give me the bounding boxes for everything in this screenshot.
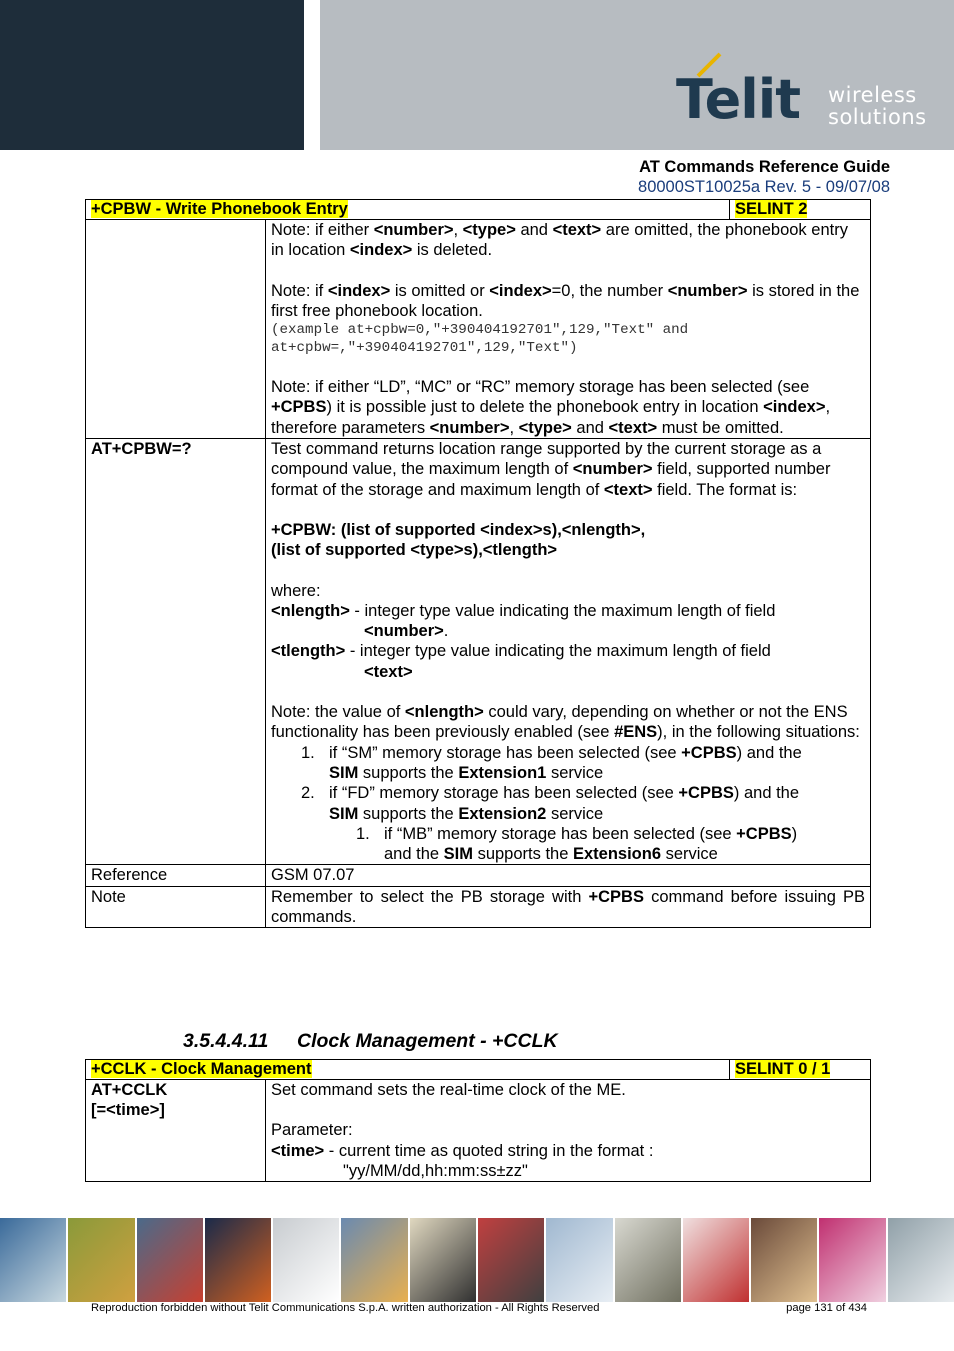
parameter-label: Parameter: <box>271 1121 353 1140</box>
description-cell <box>266 439 871 865</box>
param-nlength: <nlength> - integer type value indicating the maximum length of field <box>271 601 776 620</box>
photo-tile <box>410 1218 476 1302</box>
command-cell <box>86 439 266 865</box>
note-paragraph: Note: the value of <nlength> could vary, depending on whether or not the ENS functionality has been previously enabled (see #ENS), in the following situations: <box>271 703 860 742</box>
photo-tile <box>0 1218 66 1302</box>
description-paragraph: Test command returns location range supported by the current storage as a compound value, the maximum length of <number> field, supported number format of the storage and maximum length of <text> field. The format is: <box>271 440 831 499</box>
logo-tagline-line1: wireless <box>828 83 917 107</box>
photo-tile <box>341 1218 407 1302</box>
photo-tile <box>546 1218 612 1302</box>
description-paragraph: Set command sets the real-time clock of the ME. <box>271 1081 626 1099</box>
selint-cell <box>730 200 871 220</box>
section-heading <box>183 1030 558 1053</box>
note-paragraph: Note: if either “LD”, “MC” or “RC” memory storage has been selected (see +CPBS) it is possible just to delete the phonebook entry in location <index>, therefore parameters <number>, <type> and <text> must be omitted. <box>271 378 831 437</box>
row-value: Remember to select the PB storage with +CPBS command before issuing PB commands. <box>266 886 871 928</box>
time-format: "yy/MM/dd,hh:mm:ss±zz" <box>343 1161 528 1180</box>
cpbw-table <box>85 199 871 928</box>
table-row <box>86 439 871 865</box>
code-example-line: at+cpbw=,"+390404192701",129,"Text") <box>271 340 578 357</box>
command-syntax: AT+CCLK <box>91 1081 168 1099</box>
list-item-cont: SIM supports the Extension2 service <box>329 804 604 823</box>
photo-tile <box>205 1218 271 1302</box>
table-title-row <box>86 1060 871 1080</box>
row-value: GSM 07.07 <box>266 865 871 886</box>
table-row <box>86 220 871 439</box>
param-tlength: <tlength> - integer type value indicating the maximum length of field <box>271 642 771 661</box>
selint-badge: SELINT 2 <box>735 200 808 218</box>
document-id: 80000ST10025a Rev. 5 - 09/07/08 <box>638 178 890 196</box>
photo-tile <box>888 1218 954 1302</box>
header-dark-band <box>0 0 304 150</box>
photo-tile <box>819 1218 885 1302</box>
photo-tile <box>137 1218 203 1302</box>
param-tlength-field: <text> <box>364 662 413 681</box>
table-row <box>86 1080 871 1182</box>
cclk-table <box>85 1059 871 1182</box>
code-example-line: (example at+cpbw=0,"+390404192701",129,"Text" and <box>271 322 689 339</box>
photo-tile <box>478 1218 544 1302</box>
note-paragraph: Note: if <index> is omitted or <index>=0, the number <number> is stored in the first free phonebook location. <box>271 281 860 320</box>
response-format: +CPBW: (list of supported <index>s),<nlength>, (list of supported <type>s),<tlength> <box>271 520 646 560</box>
table-title-row <box>86 200 871 220</box>
telit-logo <box>676 52 936 132</box>
list-item: 2. if “FD” memory storage has been selected (see +CPBS) and the <box>301 784 800 803</box>
table-row <box>86 865 871 886</box>
photo-tile <box>615 1218 681 1302</box>
command-syntax: [=<time>] <box>91 1101 165 1120</box>
list-item: 1. if “SM” memory storage has been selected (see +CPBS) and the <box>301 743 802 762</box>
row-label: Reference <box>86 865 266 886</box>
table-title: +CCLK - Clock Management <box>91 1060 312 1078</box>
description-cell <box>266 220 871 439</box>
copyright-notice: Reproduction forbidden without Telit Communications S.p.A. written authorization - All Rights Reserved <box>91 1302 600 1314</box>
selint-badge: SELINT 0 / 1 <box>735 1060 831 1078</box>
footer-photo-strip <box>0 1218 954 1302</box>
description-cell <box>266 1080 871 1182</box>
section-title: Clock Management - +CCLK <box>297 1030 558 1052</box>
table-row <box>86 886 871 928</box>
page-number: page 131 of 434 <box>786 1302 867 1314</box>
note-paragraph: Note: if either <number>, <type> and <text> are omitted, the phonebook entry in location <index> is deleted. <box>271 221 848 260</box>
section-number: 3.5.4.4.11 <box>183 1030 269 1052</box>
logo-tagline-line2: solutions <box>828 105 927 129</box>
where-label: where: <box>271 581 321 600</box>
photo-tile <box>68 1218 134 1302</box>
guide-title: AT Commands Reference Guide <box>639 158 890 176</box>
row-label: Note <box>86 886 266 928</box>
page-footer <box>91 1302 867 1314</box>
table-title-cell <box>86 200 730 220</box>
param-nlength-field: <number>. <box>364 622 449 641</box>
table-title: +CPBW - Write Phonebook Entry <box>91 200 348 218</box>
logo-wordmark: Telit <box>676 68 801 131</box>
command-cell <box>86 1080 266 1182</box>
photo-tile <box>683 1218 749 1302</box>
list-item: 1. if “MB” memory storage has been selected (see +CPBS) <box>356 824 798 843</box>
command-cell <box>86 220 266 439</box>
table-title-cell <box>86 1060 730 1080</box>
list-item-cont: SIM supports the Extension1 service <box>329 763 604 782</box>
list-item-cont: and the SIM supports the Extension6 service <box>384 845 718 864</box>
photo-tile <box>273 1218 339 1302</box>
selint-cell <box>730 1060 871 1080</box>
logo-tagline <box>828 84 927 128</box>
photo-tile <box>751 1218 817 1302</box>
command-syntax: AT+CPBW=? <box>91 440 192 459</box>
param-time: <time> - current time as quoted string in the format : <box>271 1141 654 1160</box>
